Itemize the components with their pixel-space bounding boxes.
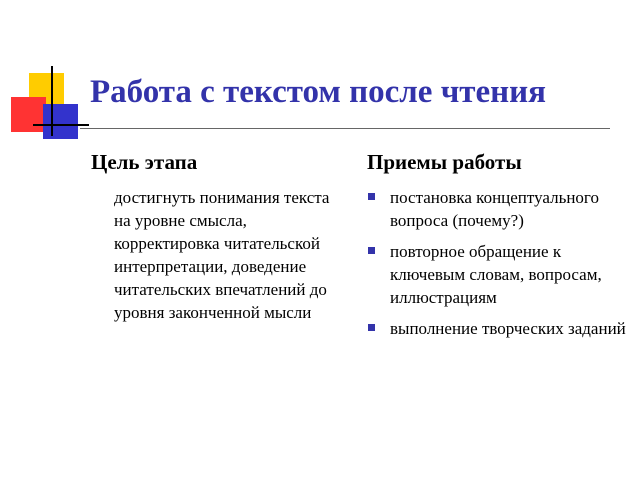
method-text: постановка концептуального вопроса (почему?) (390, 188, 599, 230)
methods-heading: Приемы работы (367, 150, 522, 174)
square-bullet-icon (368, 193, 375, 200)
methods-list (365, 186, 630, 348)
goal-text: достигнуть понимания текста на уровне смысла, корректировка читательской интерпретации, доведение читательских впечатлений до уровня законченной мысли (114, 188, 330, 322)
goal-heading: Цель этапа (91, 150, 198, 174)
slide-title: Работа с текстом после чтения (90, 74, 547, 110)
method-text: выполнение творческих заданий (390, 319, 626, 338)
square-bullet-icon (368, 324, 375, 331)
logo-red-square (11, 97, 46, 132)
square-bullet-icon (368, 247, 375, 254)
method-text: повторное обращение к ключевым словам, вопросам, иллюстрациям (390, 242, 602, 307)
title-divider (80, 128, 610, 129)
logo-blue-square (43, 104, 78, 139)
method-item (365, 317, 630, 340)
method-item (365, 240, 630, 309)
colored-squares-logo (0, 0, 90, 140)
logo-horizontal-line (33, 124, 89, 126)
method-item (365, 186, 630, 232)
